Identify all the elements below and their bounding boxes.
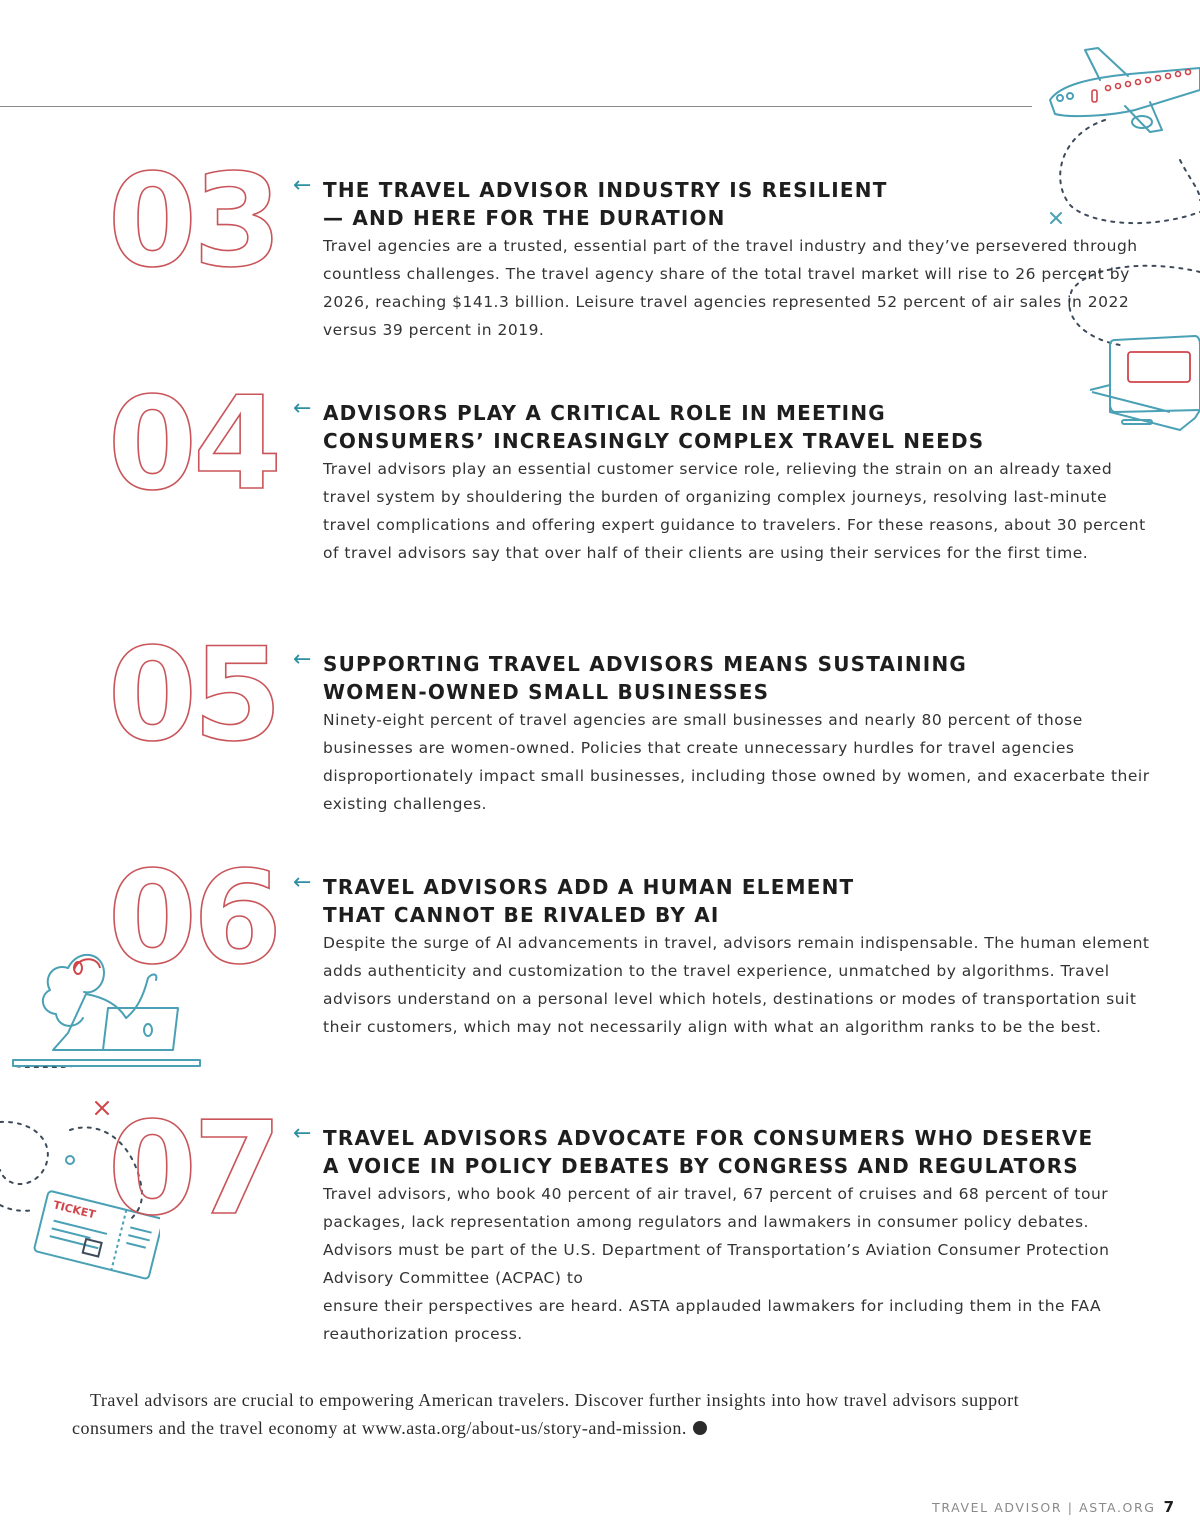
heading-line-1: TRAVEL ADVISORS ADD A HUMAN ELEMENT [323,875,855,899]
section-number: 07 [107,1095,278,1244]
section-body: Travel advisors, who book 40 percent of air travel, 67 percent of cruises and 68 percent of tour packages, lack representation among regulators and lawmakers in consumer policy debates. Advisors must be part of the U.S. Department of Transportation’s Aviation Consumer Protection Advisory Committee (ACPAC) to [323,1185,1110,1287]
arrow-left-icon: ← [293,173,312,198]
section-heading [323,399,1163,455]
airplane-icon [1050,68,1200,116]
section-body: Travel advisors play an essential customer service role, relieving the strain on an already taxed travel system by shouldering the burden of organizing complex journeys, resolving last-minute travel complications and offering expert guidance to travelers. For these reasons, about 30 percent of travel advisors say that over half of their clients are using their services for the first time. [323,460,1146,562]
section-body: Ninety-eight percent of travel agencies are small businesses and nearly 80 percent of those businesses are women-owned. Policies that create unnecessary hurdles for travel agencies disproportionately impact small businesses, including those owned by women, and exacerbate their existing challenges. [323,711,1150,813]
section-number: 06 [107,844,278,993]
heading-line-2: A VOICE IN POLICY DEBATES BY CONGRESS AND REGULATORS [323,1154,1079,1178]
closing-paragraph [72,1386,1102,1442]
folio-label: TRAVEL ADVISOR | ASTA.ORG [932,1500,1156,1515]
arrow-left-icon: ← [293,647,312,672]
closing-text: Travel advisors are crucial to empowering American travelers. Discover further insights into how travel advisors support consumers and the travel economy at www.asta.org/about-us/story-and-mission. [72,1390,1020,1438]
section-body-continued: ensure their perspectives are heard. ASTA applauded lawmakers for including them in the FAA reauthorization process. [323,1297,1102,1343]
heading-line-1: TRAVEL ADVISORS ADVOCATE FOR CONSUMERS WHO DESERVE [323,1126,1094,1150]
heading-line-1: SUPPORTING TRAVEL ADVISORS MEANS SUSTAINING [323,652,967,676]
arrow-left-icon: ← [293,1121,312,1146]
page-folio [932,1498,1174,1516]
arrow-left-icon: ← [293,870,312,895]
section-body: Despite the surge of AI advancements in travel, advisors remain indispensable. The human element adds authenticity and customization to the travel experience, unmatched by algorithms. Travel advisors understand on a personal level which hotels, destinations or modes of transportation suit their customers, which may not necessarily align with what an algorithm ranks to be the best. [323,934,1150,1036]
heading-line-2: — AND HERE FOR THE DURATION [323,206,726,230]
section-number: 03 [107,147,278,296]
top-rule [0,106,1032,107]
section-heading [323,873,1163,929]
heading-line-1: ADVISORS PLAY A CRITICAL ROLE IN MEETING [323,401,886,425]
ticket-label: TICKET [51,1198,97,1222]
x-mark-icon [96,1102,108,1114]
section-heading [323,176,1163,232]
page-number: 7 [1163,1498,1174,1516]
heading-line-2: THAT CANNOT BE RIVALED BY AI [323,903,720,927]
circle-mark-icon [66,1156,74,1164]
asta-logo-icon [693,1421,707,1435]
heading-line-2: CONSUMERS’ INCREASINGLY COMPLEX TRAVEL NEEDS [323,429,985,453]
section-number: 04 [107,370,278,519]
heading-line-1: THE TRAVEL ADVISOR INDUSTRY IS RESILIENT [323,178,888,202]
section-number: 05 [107,621,278,770]
headset-icon [74,959,100,974]
arrow-left-icon: ← [293,396,312,421]
section-heading [323,650,1163,706]
heading-line-2: WOMEN-OWNED SMALL BUSINESSES [323,680,770,704]
section-heading [323,1124,1163,1180]
section-body: Travel agencies are a trusted, essential part of the travel industry and they’ve persevered through countless challenges. The travel agency share of the total travel market will rise to 26 percent by 2026, reaching $141.3 billion. Leisure travel agencies represented 52 percent of air sales in 2022 versus 39 percent in 2019. [323,237,1138,339]
